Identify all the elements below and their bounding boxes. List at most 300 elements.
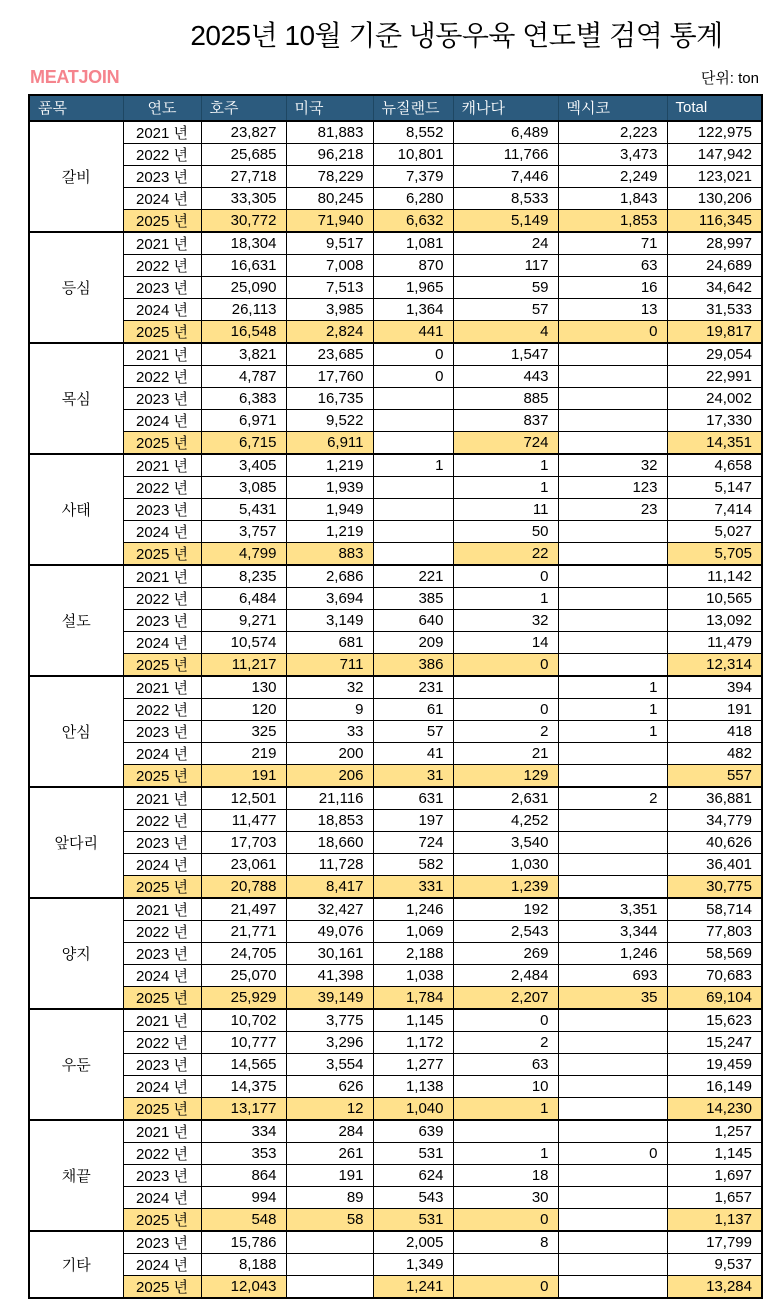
header-mexico: 멕시코 [558, 95, 667, 121]
value-cell: 1,547 [453, 343, 558, 366]
value-cell: 69,104 [667, 987, 762, 1010]
year-cell: 2021 년 [123, 1009, 201, 1032]
value-cell: 12,501 [201, 787, 286, 810]
value-cell: 63 [558, 255, 667, 277]
value-cell: 1,172 [373, 1032, 453, 1054]
value-cell: 8,188 [201, 1254, 286, 1276]
value-cell: 681 [286, 632, 373, 654]
value-cell [558, 1054, 667, 1076]
value-cell: 7,446 [453, 166, 558, 188]
value-cell [286, 1231, 373, 1254]
value-cell: 33 [286, 721, 373, 743]
value-cell: 0 [453, 1276, 558, 1299]
value-cell: 624 [373, 1165, 453, 1187]
value-cell [558, 1098, 667, 1121]
value-cell: 21,771 [201, 921, 286, 943]
value-cell: 2,543 [453, 921, 558, 943]
value-cell: 1 [558, 676, 667, 699]
brand-logo: MEATJOIN [30, 67, 120, 87]
value-cell: 2,686 [286, 565, 373, 588]
value-cell: 34,779 [667, 810, 762, 832]
item-group [29, 121, 762, 232]
table-row [29, 676, 762, 699]
value-cell [558, 1209, 667, 1232]
value-cell: 18 [453, 1165, 558, 1187]
value-cell: 3,694 [286, 588, 373, 610]
value-cell: 22 [453, 543, 558, 566]
year-cell: 2021 년 [123, 232, 201, 255]
year-cell: 2025 년 [123, 987, 201, 1010]
value-cell [373, 410, 453, 432]
value-cell: 8 [453, 1231, 558, 1254]
value-cell [373, 477, 453, 499]
table-row [29, 1009, 762, 1032]
year-cell: 2025 년 [123, 1098, 201, 1121]
item-group [29, 676, 762, 787]
value-cell [558, 854, 667, 876]
value-cell [558, 1076, 667, 1098]
year-cell: 2025 년 [123, 1209, 201, 1232]
value-cell: 30,775 [667, 876, 762, 899]
value-cell [453, 1254, 558, 1276]
value-cell: 1,349 [373, 1254, 453, 1276]
table-row [29, 521, 762, 543]
value-cell [558, 343, 667, 366]
value-cell: 2,249 [558, 166, 667, 188]
table-row [29, 810, 762, 832]
value-cell: 16,631 [201, 255, 286, 277]
table-row [29, 743, 762, 765]
value-cell: 1,145 [373, 1009, 453, 1032]
value-cell [558, 410, 667, 432]
table-row [29, 432, 762, 455]
value-cell: 32 [558, 454, 667, 477]
value-cell: 1,949 [286, 499, 373, 521]
value-cell: 80,245 [286, 188, 373, 210]
value-cell: 8,552 [373, 121, 453, 144]
value-cell: 10,801 [373, 144, 453, 166]
value-cell: 26,113 [201, 299, 286, 321]
year-cell: 2023 년 [123, 943, 201, 965]
value-cell [558, 765, 667, 788]
value-cell: 89 [286, 1187, 373, 1209]
value-cell: 16,149 [667, 1076, 762, 1098]
value-cell: 12,314 [667, 654, 762, 677]
value-cell: 63 [453, 1054, 558, 1076]
value-cell: 284 [286, 1120, 373, 1143]
value-cell: 3,149 [286, 610, 373, 632]
value-cell: 39,149 [286, 987, 373, 1010]
value-cell [373, 499, 453, 521]
table-row [29, 632, 762, 654]
value-cell [558, 1009, 667, 1032]
value-cell: 1,137 [667, 1209, 762, 1232]
value-cell: 269 [453, 943, 558, 965]
table-row [29, 1054, 762, 1076]
item-group [29, 454, 762, 565]
value-cell: 2,824 [286, 321, 373, 344]
value-cell: 6,715 [201, 432, 286, 455]
value-cell: 548 [201, 1209, 286, 1232]
value-cell: 123,021 [667, 166, 762, 188]
header-total: Total [667, 95, 762, 121]
value-cell: 197 [373, 810, 453, 832]
value-cell: 11,142 [667, 565, 762, 588]
value-cell: 557 [667, 765, 762, 788]
value-cell: 1,853 [558, 210, 667, 233]
value-cell: 9,522 [286, 410, 373, 432]
value-cell [558, 810, 667, 832]
value-cell: 1,030 [453, 854, 558, 876]
value-cell: 1,241 [373, 1276, 453, 1299]
value-cell [558, 876, 667, 899]
value-cell: 21 [453, 743, 558, 765]
value-cell [373, 388, 453, 410]
value-cell: 1,069 [373, 921, 453, 943]
table-row [29, 144, 762, 166]
value-cell: 2,223 [558, 121, 667, 144]
table-row [29, 1231, 762, 1254]
item-cell: 기타 [29, 1231, 123, 1298]
table-row [29, 987, 762, 1010]
year-cell: 2024 년 [123, 1076, 201, 1098]
value-cell [558, 610, 667, 632]
value-cell: 32 [286, 676, 373, 699]
value-cell: 0 [373, 343, 453, 366]
year-cell: 2023 년 [123, 1231, 201, 1254]
value-cell: 31 [373, 765, 453, 788]
year-cell: 2023 년 [123, 832, 201, 854]
year-cell: 2021 년 [123, 343, 201, 366]
value-cell: 883 [286, 543, 373, 566]
item-cell: 양지 [29, 898, 123, 1009]
year-cell: 2022 년 [123, 588, 201, 610]
value-cell: 1,364 [373, 299, 453, 321]
value-cell [558, 654, 667, 677]
header-new-zealand: 뉴질랜드 [373, 95, 453, 121]
value-cell: 5,027 [667, 521, 762, 543]
value-cell: 11,479 [667, 632, 762, 654]
value-cell: 17,799 [667, 1231, 762, 1254]
value-cell: 870 [373, 255, 453, 277]
value-cell: 21,497 [201, 898, 286, 921]
year-cell: 2024 년 [123, 521, 201, 543]
value-cell: 482 [667, 743, 762, 765]
value-cell: 2,484 [453, 965, 558, 987]
year-cell: 2023 년 [123, 1165, 201, 1187]
header-item: 품목 [29, 95, 123, 121]
item-cell: 등심 [29, 232, 123, 343]
header-usa: 미국 [286, 95, 373, 121]
value-cell: 639 [373, 1120, 453, 1143]
value-cell: 22,991 [667, 366, 762, 388]
value-cell: 57 [453, 299, 558, 321]
item-group [29, 787, 762, 898]
value-cell: 6,632 [373, 210, 453, 233]
value-cell: 10,777 [201, 1032, 286, 1054]
value-cell: 206 [286, 765, 373, 788]
value-cell: 17,760 [286, 366, 373, 388]
value-cell: 531 [373, 1143, 453, 1165]
table-row [29, 898, 762, 921]
value-cell: 58,714 [667, 898, 762, 921]
value-cell: 0 [453, 565, 558, 588]
value-cell: 1,246 [558, 943, 667, 965]
value-cell [453, 1120, 558, 1143]
value-cell [286, 1276, 373, 1299]
value-cell: 6,484 [201, 588, 286, 610]
value-cell: 6,383 [201, 388, 286, 410]
value-cell: 1,246 [373, 898, 453, 921]
value-cell: 9 [286, 699, 373, 721]
value-cell: 58,569 [667, 943, 762, 965]
value-cell: 4,252 [453, 810, 558, 832]
value-cell: 24,002 [667, 388, 762, 410]
value-cell: 1,239 [453, 876, 558, 899]
value-cell [558, 543, 667, 566]
header-row [29, 95, 762, 121]
value-cell: 23,685 [286, 343, 373, 366]
value-cell: 1,784 [373, 987, 453, 1010]
quarantine-stats-table [28, 94, 763, 1299]
value-cell: 29,054 [667, 343, 762, 366]
year-cell: 2023 년 [123, 388, 201, 410]
value-cell: 8,417 [286, 876, 373, 899]
year-cell: 2022 년 [123, 255, 201, 277]
value-cell: 418 [667, 721, 762, 743]
value-cell: 837 [453, 410, 558, 432]
value-cell [558, 1276, 667, 1299]
value-cell: 11,217 [201, 654, 286, 677]
table-row [29, 1209, 762, 1232]
value-cell: 3,085 [201, 477, 286, 499]
value-cell: 71 [558, 232, 667, 255]
value-cell: 864 [201, 1165, 286, 1187]
value-cell: 12,043 [201, 1276, 286, 1299]
value-cell: 36,881 [667, 787, 762, 810]
table-row [29, 543, 762, 566]
page-title: 2025년 10월 기준 냉동우육 연도별 검역 통계 [190, 20, 723, 51]
year-cell: 2022 년 [123, 921, 201, 943]
table-row [29, 277, 762, 299]
value-cell: 123 [558, 477, 667, 499]
value-cell: 191 [667, 699, 762, 721]
value-cell: 7,414 [667, 499, 762, 521]
value-cell [558, 1254, 667, 1276]
value-cell: 0 [453, 654, 558, 677]
value-cell: 8,533 [453, 188, 558, 210]
year-cell: 2022 년 [123, 1143, 201, 1165]
year-cell: 2023 년 [123, 499, 201, 521]
table-row [29, 654, 762, 677]
table-row [29, 1120, 762, 1143]
year-cell: 2024 년 [123, 188, 201, 210]
table-row [29, 366, 762, 388]
value-cell: 25,090 [201, 277, 286, 299]
value-cell: 116,345 [667, 210, 762, 233]
value-cell: 1,219 [286, 454, 373, 477]
value-cell: 394 [667, 676, 762, 699]
value-cell: 50 [453, 521, 558, 543]
item-cell: 앞다리 [29, 787, 123, 898]
year-cell: 2025 년 [123, 1276, 201, 1299]
item-group [29, 232, 762, 343]
value-cell: 23,061 [201, 854, 286, 876]
value-cell: 1 [453, 454, 558, 477]
value-cell: 14,230 [667, 1098, 762, 1121]
value-cell: 33,305 [201, 188, 286, 210]
value-cell: 693 [558, 965, 667, 987]
value-cell: 18,853 [286, 810, 373, 832]
value-cell: 6,971 [201, 410, 286, 432]
table-row [29, 343, 762, 366]
year-cell: 2021 년 [123, 787, 201, 810]
value-cell: 2,207 [453, 987, 558, 1010]
value-cell: 331 [373, 876, 453, 899]
value-cell: 129 [453, 765, 558, 788]
table-row [29, 1076, 762, 1098]
value-cell: 231 [373, 676, 453, 699]
year-cell: 2025 년 [123, 765, 201, 788]
value-cell: 71,940 [286, 210, 373, 233]
value-cell: 23 [558, 499, 667, 521]
item-cell: 갈비 [29, 121, 123, 232]
year-cell: 2023 년 [123, 166, 201, 188]
table-row [29, 610, 762, 632]
value-cell: 3,344 [558, 921, 667, 943]
value-cell: 1,277 [373, 1054, 453, 1076]
value-cell: 30,161 [286, 943, 373, 965]
table-row [29, 1098, 762, 1121]
table-row [29, 787, 762, 810]
table-row [29, 832, 762, 854]
value-cell: 122,975 [667, 121, 762, 144]
value-cell: 209 [373, 632, 453, 654]
value-cell: 11,728 [286, 854, 373, 876]
year-cell: 2021 년 [123, 565, 201, 588]
value-cell: 443 [453, 366, 558, 388]
value-cell: 1 [453, 477, 558, 499]
item-group [29, 1231, 762, 1298]
value-cell: 261 [286, 1143, 373, 1165]
value-cell: 9,537 [667, 1254, 762, 1276]
value-cell: 1,038 [373, 965, 453, 987]
value-cell: 19,459 [667, 1054, 762, 1076]
value-cell: 13,092 [667, 610, 762, 632]
value-cell: 0 [558, 321, 667, 344]
value-cell: 3,473 [558, 144, 667, 166]
table-row [29, 699, 762, 721]
value-cell: 3,405 [201, 454, 286, 477]
year-cell: 2023 년 [123, 1054, 201, 1076]
value-cell [373, 543, 453, 566]
value-cell: 3,775 [286, 1009, 373, 1032]
value-cell: 130 [201, 676, 286, 699]
year-cell: 2022 년 [123, 699, 201, 721]
value-cell [558, 1231, 667, 1254]
value-cell: 14,565 [201, 1054, 286, 1076]
value-cell: 40,626 [667, 832, 762, 854]
value-cell: 1,081 [373, 232, 453, 255]
value-cell: 191 [201, 765, 286, 788]
value-cell: 19,817 [667, 321, 762, 344]
value-cell: 24,705 [201, 943, 286, 965]
year-cell: 2021 년 [123, 121, 201, 144]
value-cell: 3,985 [286, 299, 373, 321]
value-cell: 18,660 [286, 832, 373, 854]
value-cell: 58 [286, 1209, 373, 1232]
value-cell [558, 832, 667, 854]
value-cell: 1,965 [373, 277, 453, 299]
value-cell [558, 1120, 667, 1143]
table-row [29, 166, 762, 188]
table-row [29, 232, 762, 255]
value-cell: 1 [453, 588, 558, 610]
value-cell: 3,554 [286, 1054, 373, 1076]
value-cell: 35 [558, 987, 667, 1010]
value-cell: 2,188 [373, 943, 453, 965]
value-cell: 1,040 [373, 1098, 453, 1121]
value-cell: 10,702 [201, 1009, 286, 1032]
value-cell: 1,657 [667, 1187, 762, 1209]
value-cell: 724 [453, 432, 558, 455]
table-row [29, 588, 762, 610]
year-cell: 2022 년 [123, 144, 201, 166]
item-group [29, 343, 762, 454]
value-cell: 219 [201, 743, 286, 765]
table-row [29, 299, 762, 321]
value-cell [373, 521, 453, 543]
year-cell: 2024 년 [123, 965, 201, 987]
item-group [29, 1009, 762, 1120]
value-cell: 2,005 [373, 1231, 453, 1254]
value-cell: 36,401 [667, 854, 762, 876]
value-cell [558, 565, 667, 588]
table-row [29, 765, 762, 788]
table-row [29, 565, 762, 588]
year-cell: 2024 년 [123, 299, 201, 321]
table-row [29, 321, 762, 344]
value-cell: 4,787 [201, 366, 286, 388]
value-cell: 130,206 [667, 188, 762, 210]
value-cell: 20,788 [201, 876, 286, 899]
value-cell: 0 [373, 366, 453, 388]
unit-label: 단위: ton [700, 70, 759, 87]
year-cell: 2025 년 [123, 210, 201, 233]
value-cell: 25,929 [201, 987, 286, 1010]
value-cell: 334 [201, 1120, 286, 1143]
year-cell: 2025 년 [123, 654, 201, 677]
value-cell [286, 1254, 373, 1276]
value-cell: 3,540 [453, 832, 558, 854]
value-cell: 191 [286, 1165, 373, 1187]
value-cell: 1 [558, 721, 667, 743]
year-cell: 2024 년 [123, 1254, 201, 1276]
value-cell: 9,271 [201, 610, 286, 632]
value-cell: 1 [373, 454, 453, 477]
value-cell: 11,766 [453, 144, 558, 166]
value-cell: 1,939 [286, 477, 373, 499]
year-cell: 2025 년 [123, 432, 201, 455]
table-row [29, 721, 762, 743]
table-row [29, 454, 762, 477]
year-cell: 2022 년 [123, 366, 201, 388]
value-cell: 2,631 [453, 787, 558, 810]
value-cell: 1,219 [286, 521, 373, 543]
value-cell: 120 [201, 699, 286, 721]
value-cell [558, 632, 667, 654]
value-cell: 27,718 [201, 166, 286, 188]
